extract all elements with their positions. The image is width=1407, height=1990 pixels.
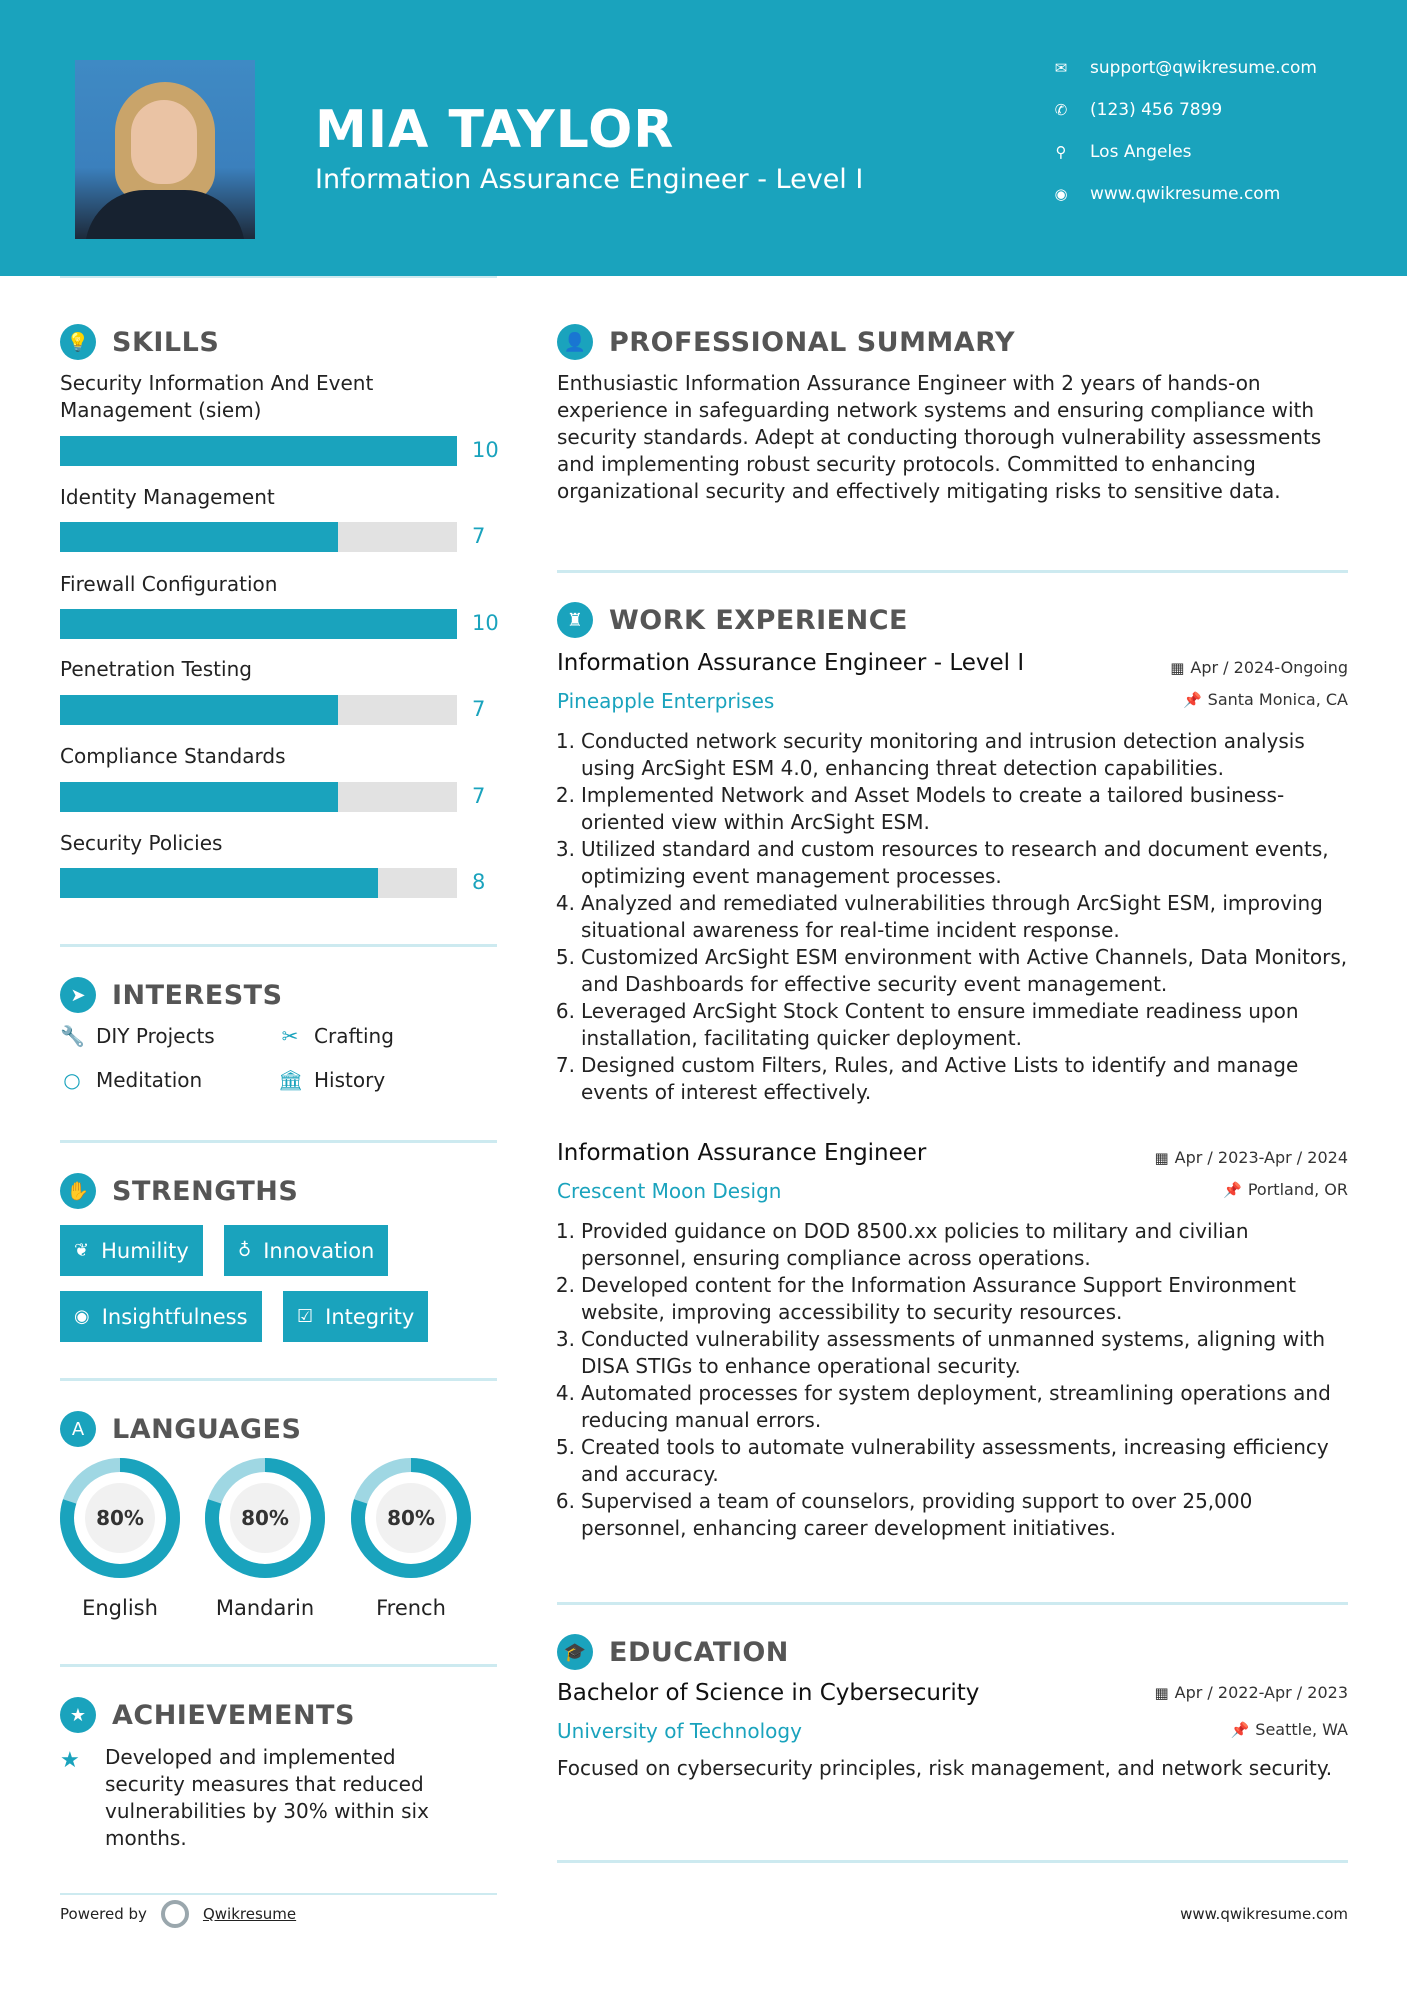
skill-value: 7: [472, 697, 486, 721]
calendar-icon: ▦: [1170, 659, 1185, 677]
skill-bar: [60, 609, 457, 639]
company-name: Pineapple Enterprises: [557, 689, 775, 713]
achievement-text: Developed and implemented security measures that reduced vulnerabilities by 30% within six months.: [105, 1745, 429, 1850]
list-item: 5. Created tools to automate vulnerability assessments, increasing efficiency and accuracy.: [555, 1435, 1329, 1486]
job-dates: ▦ Apr / 2024-Ongoing: [1170, 658, 1348, 677]
strength-tag: ☑ Integrity: [283, 1291, 428, 1342]
svg-text:80%: 80%: [241, 1506, 289, 1530]
hand-icon: ✋: [60, 1173, 96, 1209]
list-item: 4. Analyzed and remediated vulnerabilities through ArcSight ESM, improving situational awareness for real-time incident response.: [555, 891, 1323, 942]
list-item: 2. Developed content for the Information Assurance Support Environment website, improving accessibility to security resources.: [555, 1273, 1296, 1324]
language-item: [60, 1458, 180, 1620]
education-description: Focused on cybersecurity principles, risk management, and network security.: [557, 1756, 1333, 1780]
footer-powered-by: Powered by Qwikresume: [60, 1900, 296, 1928]
calendar-icon: ▦: [1154, 1149, 1169, 1167]
job-location: 📌 Portland, OR: [1223, 1180, 1348, 1199]
checkbox-icon: ☑: [297, 1306, 314, 1327]
user-icon: 👤: [557, 324, 593, 360]
lightbulb-icon: ♁: [238, 1240, 252, 1261]
language-donut: [60, 1458, 180, 1578]
skill-label: Compliance Standards: [60, 744, 286, 768]
summary-heading: 👤 PROFESSIONAL SUMMARY: [557, 324, 1015, 360]
resume-header: [0, 0, 1407, 276]
work-heading: ♜ WORK EXPERIENCE: [557, 602, 908, 638]
list-item: 3. Utilized standard and custom resources to research and document events, optimizing event management processes.: [555, 837, 1329, 888]
skill-bar: [60, 782, 457, 812]
bank-icon: 🏛: [278, 1068, 304, 1092]
globe-icon: ◉: [1054, 185, 1068, 203]
skill-label: Firewall Configuration: [60, 572, 278, 596]
envelope-icon: ✉: [1054, 59, 1068, 77]
strengths-heading: ✋ STRENGTHS: [60, 1173, 298, 1209]
graduate-icon: 🎓: [557, 1634, 593, 1670]
skill-bar: [60, 868, 457, 898]
skill-value: 10: [472, 611, 499, 635]
scissors-icon: ✂: [281, 1024, 299, 1048]
lightbulb-icon: 💡: [60, 324, 96, 360]
interest-item: ○ Meditation: [60, 1068, 202, 1092]
list-item: 3. Conducted vulnerability assessments of unmanned systems, aligning with DISA STIGs to enhance operational security.: [555, 1327, 1326, 1378]
eye-icon: ◉: [74, 1306, 90, 1327]
education-location: 📌 Seattle, WA: [1230, 1720, 1348, 1739]
skill-label: Identity Management: [60, 485, 275, 509]
pushpin-icon: 📌: [1230, 1721, 1250, 1739]
svg-text:80%: 80%: [387, 1506, 435, 1530]
skill-label: Security Policies: [60, 831, 223, 855]
wrench-icon: 🔧: [60, 1024, 85, 1048]
job-title: Information Assurance Engineer: [557, 1140, 927, 1166]
list-item: 1. Conducted network security monitoring and intrusion detection analysis using ArcSight ESM 4.0, enhancing threat detection capabilities.: [555, 729, 1305, 780]
divider: [557, 570, 1348, 573]
list-item: 5. Customized ArcSight ESM environment with Active Channels, Data Monitors, and Dashboards for effective security event management.: [555, 945, 1348, 996]
divider: [60, 1664, 497, 1667]
svg-text:80%: 80%: [96, 1506, 144, 1530]
skill-bar: [60, 695, 457, 725]
list-item: 6. Leveraged ArcSight Stock Content to ensure immediate readiness upon installation, facilitating quicker deployment.: [555, 999, 1299, 1050]
skill-label: Security Information And Event Management (siem): [60, 371, 374, 422]
list-item: 4. Automated processes for system deployment, streamlining operations and reducing manual errors.: [555, 1381, 1331, 1432]
language-donut: [205, 1458, 325, 1578]
language-donut: [351, 1458, 471, 1578]
divider: [60, 1140, 497, 1143]
school-name: University of Technology: [557, 1719, 802, 1743]
divider: [60, 1893, 497, 1895]
list-item: 6. Supervised a team of counselors, providing support to over 25,000 personnel, enhancing career development initiatives.: [555, 1489, 1253, 1540]
interests-heading: ➤ INTERESTS: [60, 977, 283, 1013]
skill-value: 7: [472, 524, 486, 548]
job-bullets: [551, 728, 1351, 1106]
pushpin-icon: 📌: [1182, 691, 1202, 709]
job-title: Information Assurance Engineer - Level I: [557, 650, 1025, 676]
achievements-heading: ★ ACHIEVEMENTS: [60, 1697, 355, 1733]
paper-plane-icon: ➤: [60, 977, 96, 1013]
divider: [60, 944, 497, 947]
candidate-name: MIA TAYLOR: [315, 100, 675, 160]
interest-item: ✂ Crafting: [278, 1024, 394, 1048]
circle-icon: ○: [63, 1068, 81, 1092]
skills-heading: 💡 SKILLS: [60, 324, 219, 360]
calendar-icon: ▦: [1154, 1684, 1169, 1702]
divider: [60, 276, 497, 278]
divider: [557, 1860, 1348, 1863]
strength-tag: ♁ Innovation: [224, 1225, 388, 1276]
contact-email[interactable]: ✉ support@qwikresume.com: [1050, 58, 1317, 78]
skill-bar: [60, 436, 457, 466]
languages-heading: A LANGUAGES: [60, 1411, 301, 1447]
footer-url[interactable]: www.qwikresume.com: [1180, 1905, 1348, 1923]
language-name: English: [82, 1596, 158, 1620]
summary-text: Enthusiastic Information Assurance Engineer with 2 years of hands-on experience in safeguarding network systems and ensuring compliance with security standards. Adept at conducting thorough vulnerability assessments and implementing robust security protocols. Committed to enhancing organizational security and effectively mitigating risks to sensitive data.: [557, 371, 1322, 503]
job-location: 📌 Santa Monica, CA: [1182, 690, 1348, 709]
education-dates: ▦ Apr / 2022-Apr / 2023: [1154, 1683, 1348, 1702]
job-bullets: [551, 1218, 1351, 1542]
strength-tag: ◉ Insightfulness: [60, 1291, 262, 1342]
language-item: [205, 1458, 325, 1620]
interest-item: 🔧 DIY Projects: [60, 1024, 215, 1048]
degree-title: Bachelor of Science in Cybersecurity: [557, 1680, 980, 1706]
strength-tag: ❦ Humility: [60, 1225, 203, 1276]
qwikresume-logo-icon: [161, 1900, 189, 1928]
contact-phone: ✆ (123) 456 7899: [1050, 100, 1222, 120]
profile-photo: [75, 60, 255, 239]
language-item: [351, 1458, 471, 1620]
map-pin-icon: ⚲: [1055, 143, 1067, 161]
list-item: 1. Provided guidance on DOD 8500.xx policies to military and civilian personnel, ensuring compliance across operations.: [555, 1219, 1249, 1270]
divider: [557, 1602, 1348, 1605]
skill-bar: [60, 522, 457, 552]
skill-value: 7: [472, 784, 486, 808]
education-heading: 🎓 EDUCATION: [557, 1634, 789, 1670]
qwikresume-link[interactable]: Qwikresume: [202, 1905, 297, 1923]
contact-location: ⚲ Los Angeles: [1050, 142, 1192, 162]
shooting-star-icon: ★: [60, 1748, 80, 1773]
job-dates: ▦ Apr / 2023-Apr / 2024: [1154, 1148, 1348, 1167]
language-icon: A: [60, 1411, 96, 1447]
interest-item: 🏛 History: [278, 1068, 386, 1092]
language-name: Mandarin: [215, 1596, 315, 1620]
star-icon: ★: [60, 1697, 96, 1733]
candidate-title: Information Assurance Engineer - Level I: [315, 164, 864, 195]
divider: [60, 1378, 497, 1381]
company-name: Crescent Moon Design: [557, 1179, 782, 1203]
pushpin-icon: 📌: [1223, 1181, 1242, 1199]
list-item: 7. Designed custom Filters, Rules, and Active Lists to identify and manage events of interest effectively.: [555, 1053, 1299, 1104]
list-item: 2. Implemented Network and Asset Models to create a tailored business-oriented view within ArcSight ESM.: [555, 783, 1285, 834]
skill-label: Penetration Testing: [60, 657, 252, 681]
skill-value: 10: [472, 438, 499, 462]
office-chair-icon: ♜: [557, 602, 593, 638]
language-name: French: [376, 1596, 446, 1620]
skill-value: 8: [472, 870, 486, 894]
phone-icon: ✆: [1054, 101, 1068, 119]
contact-website[interactable]: ◉ www.qwikresume.com: [1050, 184, 1280, 204]
leaf-icon: ❦: [74, 1240, 90, 1261]
